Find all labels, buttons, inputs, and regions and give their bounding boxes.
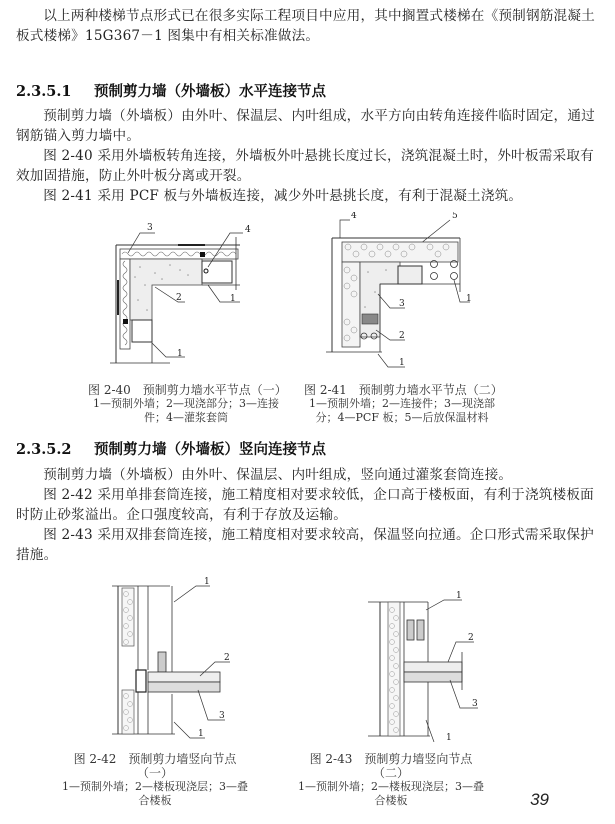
figure-2-42-drawing	[100, 572, 280, 742]
callout-1: 1	[399, 358, 405, 368]
figure-legend: 1—预制外墙；2—连接件；3—现浇部分；4—PCF 板；5—后放保温材料	[309, 397, 495, 424]
callout-5: 5	[452, 212, 458, 221]
figure-2-41-caption	[304, 383, 503, 425]
body-paragraph: 预制剪力墙（外墙板）由外叶、保温层、内叶组成，竖向通过灌浆套筒连接。	[43, 467, 513, 483]
callout-1: 1	[456, 591, 462, 601]
section-heading-2-3-5-2	[16, 438, 326, 459]
callout-3: 3	[219, 711, 225, 721]
figure-legend: 1—预制外墙；2—楼板现浇层；3—叠合楼板	[298, 780, 484, 807]
callout-4: 4	[245, 225, 251, 235]
figure-2-40-caption	[88, 383, 287, 425]
callout-3: 3	[147, 223, 153, 233]
callout-1: 1	[204, 577, 210, 587]
callout-1: 1	[466, 294, 472, 304]
figure-title: 图 2-40 预制剪力墙水平节点（一）	[88, 383, 287, 397]
callout-2: 2	[468, 633, 474, 643]
intro-paragraph: 以上两种楼梯节点形式已在很多实际工程项目中应用，其中搁置式楼梯在《预制钢筋混凝土板式楼梯》15G367－1 图集中有相关标准做法。	[16, 8, 595, 44]
body-paragraph: 图 2-43 采用双排套筒连接，施工精度相对要求较高，保温竖向拉通。企口形式需采取保护措施。	[16, 527, 594, 563]
callout-3: 3	[472, 699, 478, 709]
callout-4: 4	[351, 212, 357, 221]
section-number: 2.3.5.1	[16, 83, 72, 100]
callout-1: 1	[446, 733, 452, 742]
section-title: 预制剪力墙（外墙板）竖向连接节点	[94, 441, 326, 458]
callout-1: 1	[230, 294, 236, 304]
figure-title: 图 2-41 预制剪力墙水平节点（二）	[304, 383, 503, 397]
figure-2-43-drawing	[350, 590, 520, 742]
body-paragraph: 图 2-40 采用外墙板转角连接，外墙板外叶悬挑长度过长，浇筑混凝土时，外叶板需采取有效加固措施，防止外叶板分离或开裂。	[16, 148, 594, 184]
body-paragraph: 图 2-41 采用 PCF 板与外墙板连接，减少外叶悬挑长度，有利于混凝土浇筑。	[43, 188, 523, 204]
callout-2: 2	[224, 653, 230, 663]
callout-2: 2	[399, 331, 405, 341]
figure-2-43-caption	[296, 752, 486, 808]
figure-legend: 1—预制外墙；2—现浇部分；3—连接件；4—灌浆套筒	[93, 397, 279, 424]
callout-1: 1	[177, 349, 183, 359]
figure-2-42-caption	[60, 752, 250, 808]
figure-2-40-drawing	[100, 215, 300, 375]
figure-title: 图 2-43 预制剪力墙竖向节点（二）	[309, 752, 473, 780]
figure-2-41-drawing	[320, 212, 520, 372]
figure-legend: 1—预制外墙；2—楼板现浇层；3—叠合楼板	[62, 780, 248, 807]
figure-title: 图 2-42 预制剪力墙竖向节点（一）	[73, 752, 237, 780]
callout-1: 1	[198, 729, 204, 739]
callout-3: 3	[399, 299, 405, 309]
body-paragraph: 图 2-42 采用单排套筒连接，施工精度相对要求较低，企口高于楼板面，有利于浇筑楼板面时防止砂浆溢出。企口强度较高，有利于存放及运输。	[16, 487, 594, 523]
callout-2: 2	[176, 293, 182, 303]
section-title: 预制剪力墙（外墙板）水平连接节点	[94, 83, 326, 100]
section-heading-2-3-5-1	[16, 80, 326, 101]
page-number: 39	[530, 790, 549, 809]
section-number: 2.3.5.2	[16, 441, 72, 458]
body-paragraph: 预制剪力墙（外墙板）由外叶、保温层、内叶组成，水平方向由转角连接件临时固定，通过钢筋锚入剪力墙中。	[16, 108, 595, 144]
